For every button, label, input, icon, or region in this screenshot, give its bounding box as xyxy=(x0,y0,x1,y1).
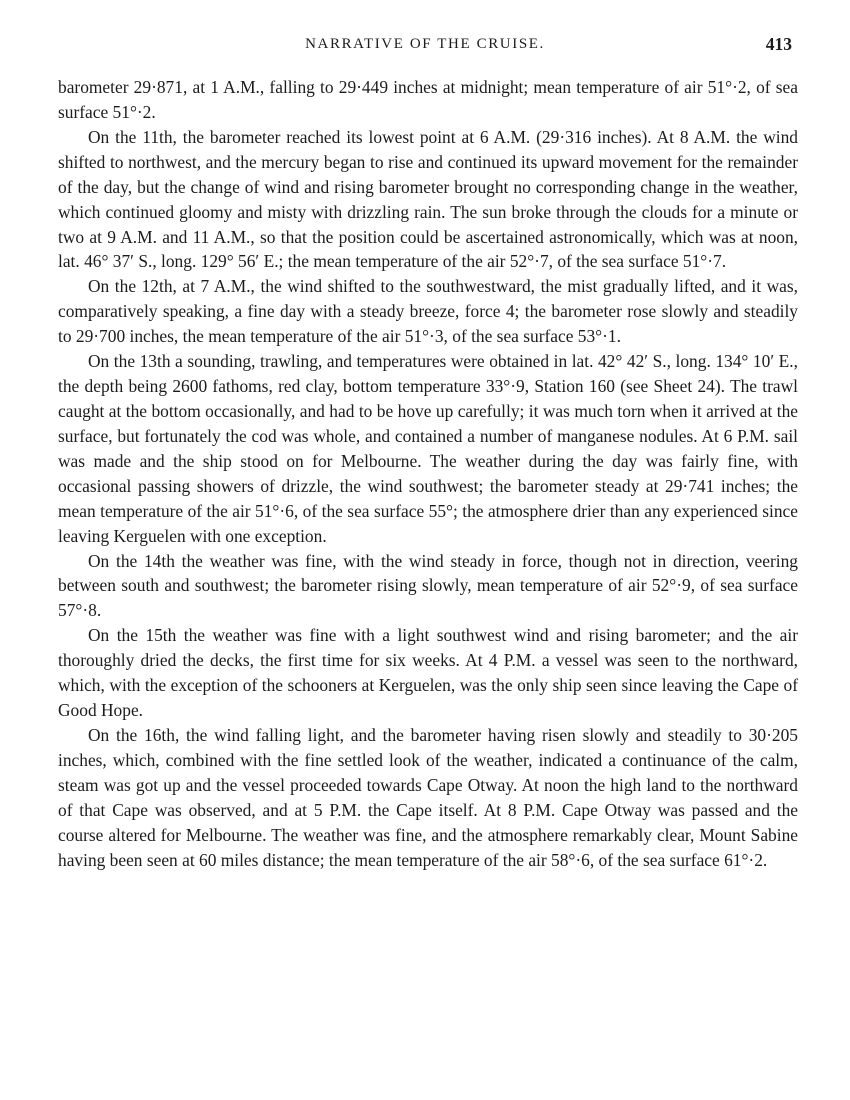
page-number: 413 xyxy=(765,34,792,54)
running-head xyxy=(0,34,850,56)
running-title: NARRATIVE OF THE CRUISE. xyxy=(305,36,545,52)
paragraph-12th: On the 12th, at 7 A.M., the wind shifted to the southwestward, the mist gradually lifted, and it was, comparatively speaking, a fine day with a steady breeze, force 4; the barometer rose slowly and steadily to 29·700 inches, the mean temperature of the air 51°·3, of the sea surface 53°·1. xyxy=(58,276,798,347)
paragraph-16th: On the 16th, the wind falling light, and the barometer having risen slowly and steadily to 30·205 inches, which, combined with the fine settled look of the weather, indicated a continuance of the calm, steam was got up and the vessel proceeded towards Cape Otway. At noon the high land to the northward of that Cape was observed, and at 5 P.M. the Cape itself. At 8 P.M. Cape Otway was passed and the course altered for Melbourne. The weather was fine, and the atmosphere remarkably clear, Mount Sabine having been seen at 60 miles distance; the mean temperature of the air 58°·6, of the sea surface 61°·2. xyxy=(58,724,798,870)
paragraph-14th: On the 14th the weather was fine, with the wind steady in force, though not in direction, veering between south and southwest; the barometer rising slowly, mean temperature of air 52°·9, of sea surface 57°·8. xyxy=(58,550,798,621)
paragraph-11th: On the 11th, the barometer reached its lowest point at 6 A.M. (29·316 inches). At 8 A.M. the wind shifted to northwest, and the mercury began to rise and continued its upward movement for the remainder of the day, but the change of wind and rising barometer brought no corresponding change in the weather, which continued gloomy and misty with drizzling rain. The sun broke through the clouds for a minute or two at 9 A.M. and 11 A.M., so that the position could be ascertained astronomically, which was at noon, lat. 46° 37′ S., long. 129° 56′ E.; the mean temperature of the air 52°·7, of the sea surface 51°·7. xyxy=(58,126,798,272)
paragraph-13th: On the 13th a sounding, trawling, and temperatures were obtained in lat. 42° 42′ S., long. 134° 10′ E., the depth being 2600 fathoms, red clay, bottom temperature 33°·9, Station 160 (see Sheet 24). The trawl caught at the bottom occasionally, and had to be hove up carefully; it was much torn when it arrived at the surface, but fortunately the cod was whole, and contained a number of manganese nodules. At 6 P.M. sail was made and the ship stood on for Melbourne. The weather during the day was fairly fine, with occasional passing showers of drizzle, the wind southwest; the barometer steady at 29·741 inches; the mean temperature of the air 51°·6, of the sea surface 55°; the atmosphere drier than any experienced since leaving Kerguelen with one exception. xyxy=(58,351,798,546)
paragraph-15th: On the 15th the weather was fine with a light southwest wind and rising barometer; and the air thoroughly dried the decks, the first time for six weeks. At 4 P.M. a vessel was seen to the northward, which, with the exception of the schooners at Kerguelen, was the only ship seen since leaving the Cape of Good Hope. xyxy=(58,625,798,721)
paragraph-continuation: barometer 29·871, at 1 A.M., falling to 29·449 inches at midnight; mean temperature of air 51°·2, of sea surface 51°·2. xyxy=(58,77,798,122)
body-text xyxy=(58,75,798,873)
